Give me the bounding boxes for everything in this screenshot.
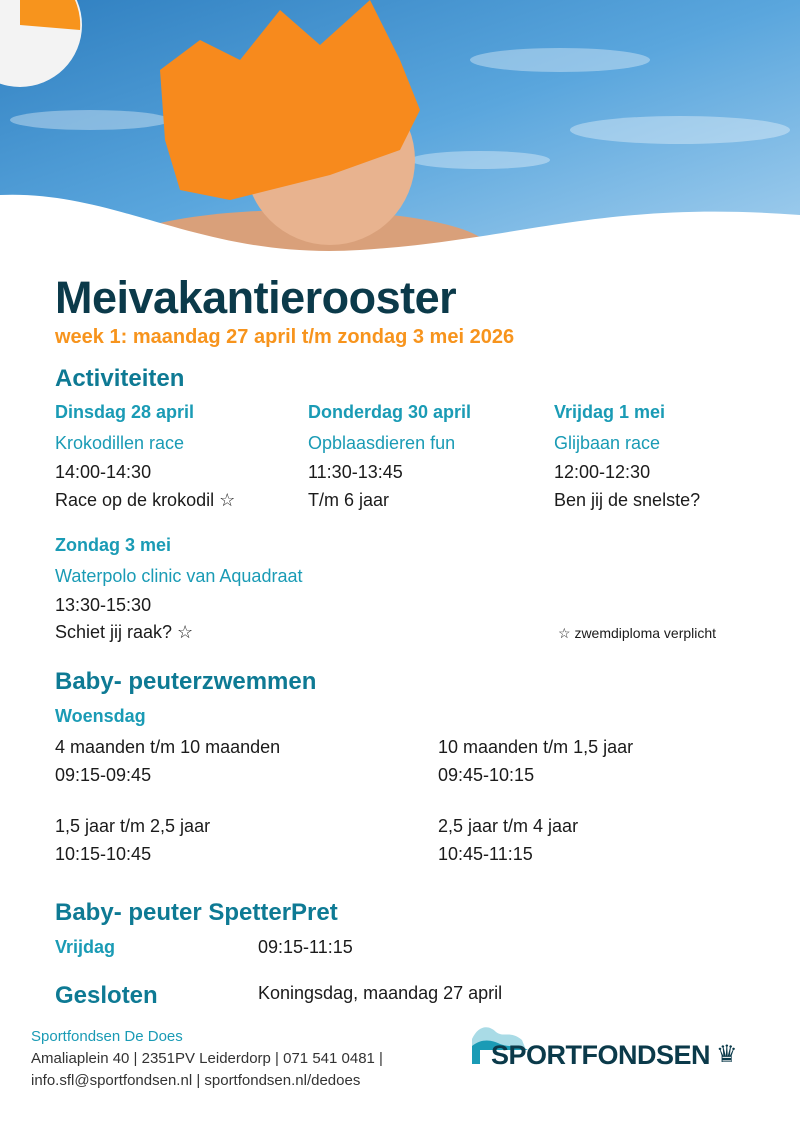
activity-day: Dinsdag 28 april (55, 402, 195, 422)
baby-slot-age: 4 maanden t/m 10 maanden (55, 737, 281, 757)
baby-slot-age: 10 maanden t/m 1,5 jaar (438, 737, 634, 757)
baby-slot-time: 10:15-10:45 (55, 844, 152, 864)
activities-heading: Activiteiten (55, 365, 185, 392)
activity-name: Glijbaan race (554, 433, 661, 453)
spetter-time: 09:15-11:15 (258, 937, 353, 957)
baby-slot-time: 10:45-11:15 (438, 844, 533, 864)
spetter-heading: Baby- peuter SpetterPret (55, 899, 338, 926)
page-title: Meivakantierooster (55, 272, 457, 323)
closed-heading: Gesloten (55, 982, 158, 1009)
crown-icon: ♛ (716, 1041, 738, 1068)
page-subtitle: week 1: maandag 27 april t/m zondag 3 mei 2026 (55, 326, 515, 348)
closed-text: Koningsdag, maandag 27 april (258, 983, 503, 1003)
activity-time: 11:30-13:45 (308, 462, 403, 482)
baby-slot-time: 09:45-10:15 (438, 765, 535, 785)
activity-desc: T/m 6 jaar (308, 490, 390, 510)
spetter-day: Vrijdag (55, 937, 116, 957)
activity-name: Krokodillen race (55, 433, 185, 453)
activity-day: Vrijdag 1 mei (554, 402, 666, 422)
activity-name: Waterpolo clinic van Aquadraat (55, 566, 303, 586)
logo-text: SPORTFONDSEN (491, 1040, 711, 1070)
baby-slot-age: 2,5 jaar t/m 4 jaar (438, 816, 579, 836)
activity-time: 14:00-14:30 (55, 462, 152, 482)
baby-heading: Baby- peuterzwemmen (55, 668, 317, 695)
baby-slot-age: 1,5 jaar t/m 2,5 jaar (55, 816, 211, 836)
activity-name: Opblaasdieren fun (308, 433, 456, 453)
baby-slot-time: 09:15-09:45 (55, 765, 152, 785)
activity-time: 13:30-15:30 (55, 595, 152, 615)
footer-name: Sportfondsen De Does (31, 1028, 183, 1045)
footer-contact: info.sfl@sportfondsen.nl | sportfondsen.nl/dedoes (31, 1072, 361, 1089)
activity-time: 12:00-12:30 (554, 462, 651, 482)
activity-day: Zondag 3 mei (55, 535, 172, 555)
activity-desc: Race op de krokodil ☆ (55, 490, 236, 510)
baby-day: Woensdag (55, 706, 146, 726)
activity-desc: Schiet jij raak? ☆ (55, 622, 194, 642)
hero-photo (0, 0, 800, 270)
star-legend: ☆ zwemdiploma verplicht (558, 625, 717, 641)
activity-desc: Ben jij de snelste? (554, 490, 701, 510)
activity-day: Donderdag 30 april (308, 402, 472, 422)
footer-address: Amaliaplein 40 | 2351PV Leiderdorp | 071 541 0481 | (31, 1050, 383, 1067)
